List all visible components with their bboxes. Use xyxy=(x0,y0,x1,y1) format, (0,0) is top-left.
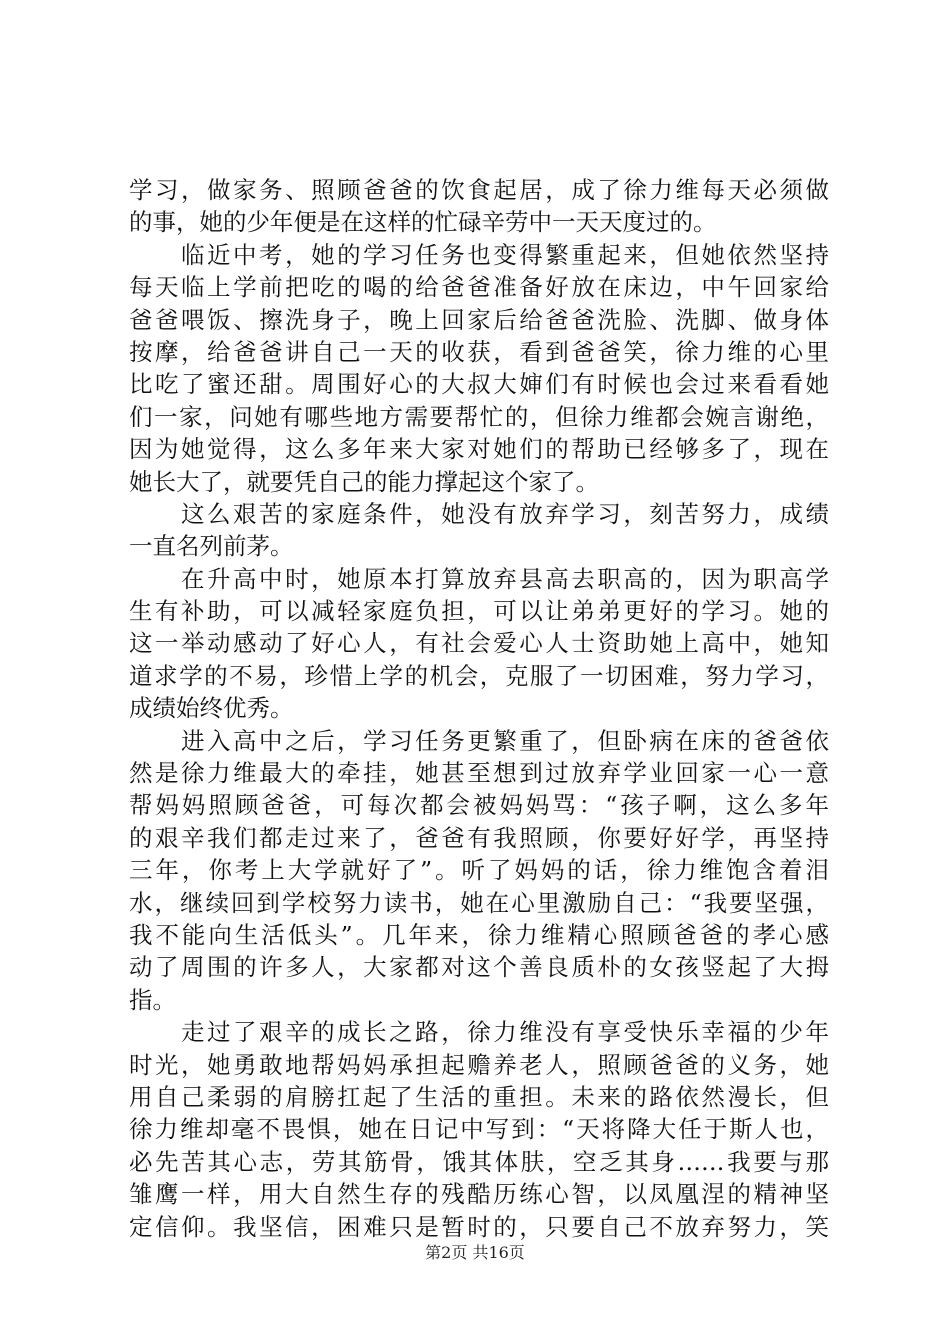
text-line: 动了周围的许多人，大家都对这个善良质朴的女孩竖起了大拇 xyxy=(129,953,829,982)
text-line: 时光，她勇敢地帮妈妈承担起赡养老人，照顾爸爸的义务，她 xyxy=(129,1050,829,1079)
text-line: 走过了艰辛的成长之路，徐力维没有享受快乐幸福的少年 xyxy=(181,1018,829,1047)
text-line: 比吃了蜜还甜。周围好心的大叔大婶们有时候也会过来看看她 xyxy=(129,370,829,399)
text-line: 生有补助，可以减轻家庭负担，可以让弟弟更好的学习。她的 xyxy=(129,597,829,626)
text-line: 进入高中之后，学习任务更繁重了，但卧病在床的爸爸依 xyxy=(181,726,829,755)
text-line: 帮妈妈照顾爸爸，可每次都会被妈妈骂：“孩子啊，这么多年 xyxy=(129,791,829,820)
text-line: 在升高中时，她原本打算放弃县高去职高的，因为职高学 xyxy=(181,564,829,593)
document-body xyxy=(129,174,829,1243)
text-line: 每天临上学前把吃的喝的给爸爸准备好放在床边，中午回家给 xyxy=(129,273,829,302)
text-line: 临近中考，她的学习任务也变得繁重起来，但她依然坚持 xyxy=(181,240,829,269)
text-line: 徐力维却毫不畏惧，她在日记中写到：“天将降大任于斯人也， xyxy=(129,1115,829,1144)
text-line: 用自己柔弱的肩膀扛起了生活的重担。未来的路依然漫长，但 xyxy=(129,1082,829,1111)
text-line: 因为她觉得，这么多年来大家对她们的帮助已经够多了，现在 xyxy=(129,435,829,464)
text-line: 定信仰。我坚信，困难只是暂时的，只要自己不放弃努力，笑 xyxy=(129,1212,829,1241)
text-line: 爸爸喂饭、擦洗身子，晚上回家后给爸爸洗脸、洗脚、做身体 xyxy=(129,305,829,334)
text-line: 一直名列前茅。 xyxy=(129,532,294,561)
text-line: 道求学的不易，珍惜上学的机会，克服了一切困难，努力学习， xyxy=(129,661,829,690)
text-line: 她长大了，就要凭自己的能力撑起这个家了。 xyxy=(129,467,599,496)
text-line: 然是徐力维最大的牵挂，她甚至想到过放弃学业回家一心一意 xyxy=(129,759,829,788)
text-line: 按摩，给爸爸讲自己一天的收获，看到爸爸笑，徐力维的心里 xyxy=(129,337,829,366)
text-line: 雏鹰一样，用大自然生存的残酷历练心智，以凤凰涅的精神坚 xyxy=(129,1180,829,1209)
text-line: 指。 xyxy=(129,985,176,1014)
text-line: 们一家，问她有哪些地方需要帮忙的，但徐力维都会婉言谢绝， xyxy=(129,402,829,431)
text-line: 水，继续回到学校努力读书，她在心里激励自己：“我要坚强， xyxy=(129,888,829,917)
text-line: 三年，你考上大学就好了”。听了妈妈的话，徐力维饱含着泪 xyxy=(129,856,829,885)
text-line: 成绩始终优秀。 xyxy=(129,694,294,723)
text-line: 我不能向生活低头”。几年来，徐力维精心照顾爸爸的孝心感 xyxy=(129,920,829,949)
text-line: 必先苦其心志，劳其筋骨，饿其体肤，空乏其身……我要与那 xyxy=(129,1147,829,1176)
page-number-footer: 第2页 共16页 xyxy=(425,1243,525,1262)
text-line: 的艰辛我们都走过来了，爸爸有我照顾，你要好好学，再坚持 xyxy=(129,823,829,852)
text-line: 这一举动感动了好心人，有社会爱心人士资助她上高中，她知 xyxy=(129,629,829,658)
text-line: 这么艰苦的家庭条件，她没有放弃学习，刻苦努力，成绩 xyxy=(181,499,829,528)
text-line: 学习，做家务、照顾爸爸的饮食起居，成了徐力维每天必须做 xyxy=(129,176,829,204)
text-line: 的事，她的少年便是在这样的忙碌辛劳中一天天度过的。 xyxy=(129,208,717,237)
